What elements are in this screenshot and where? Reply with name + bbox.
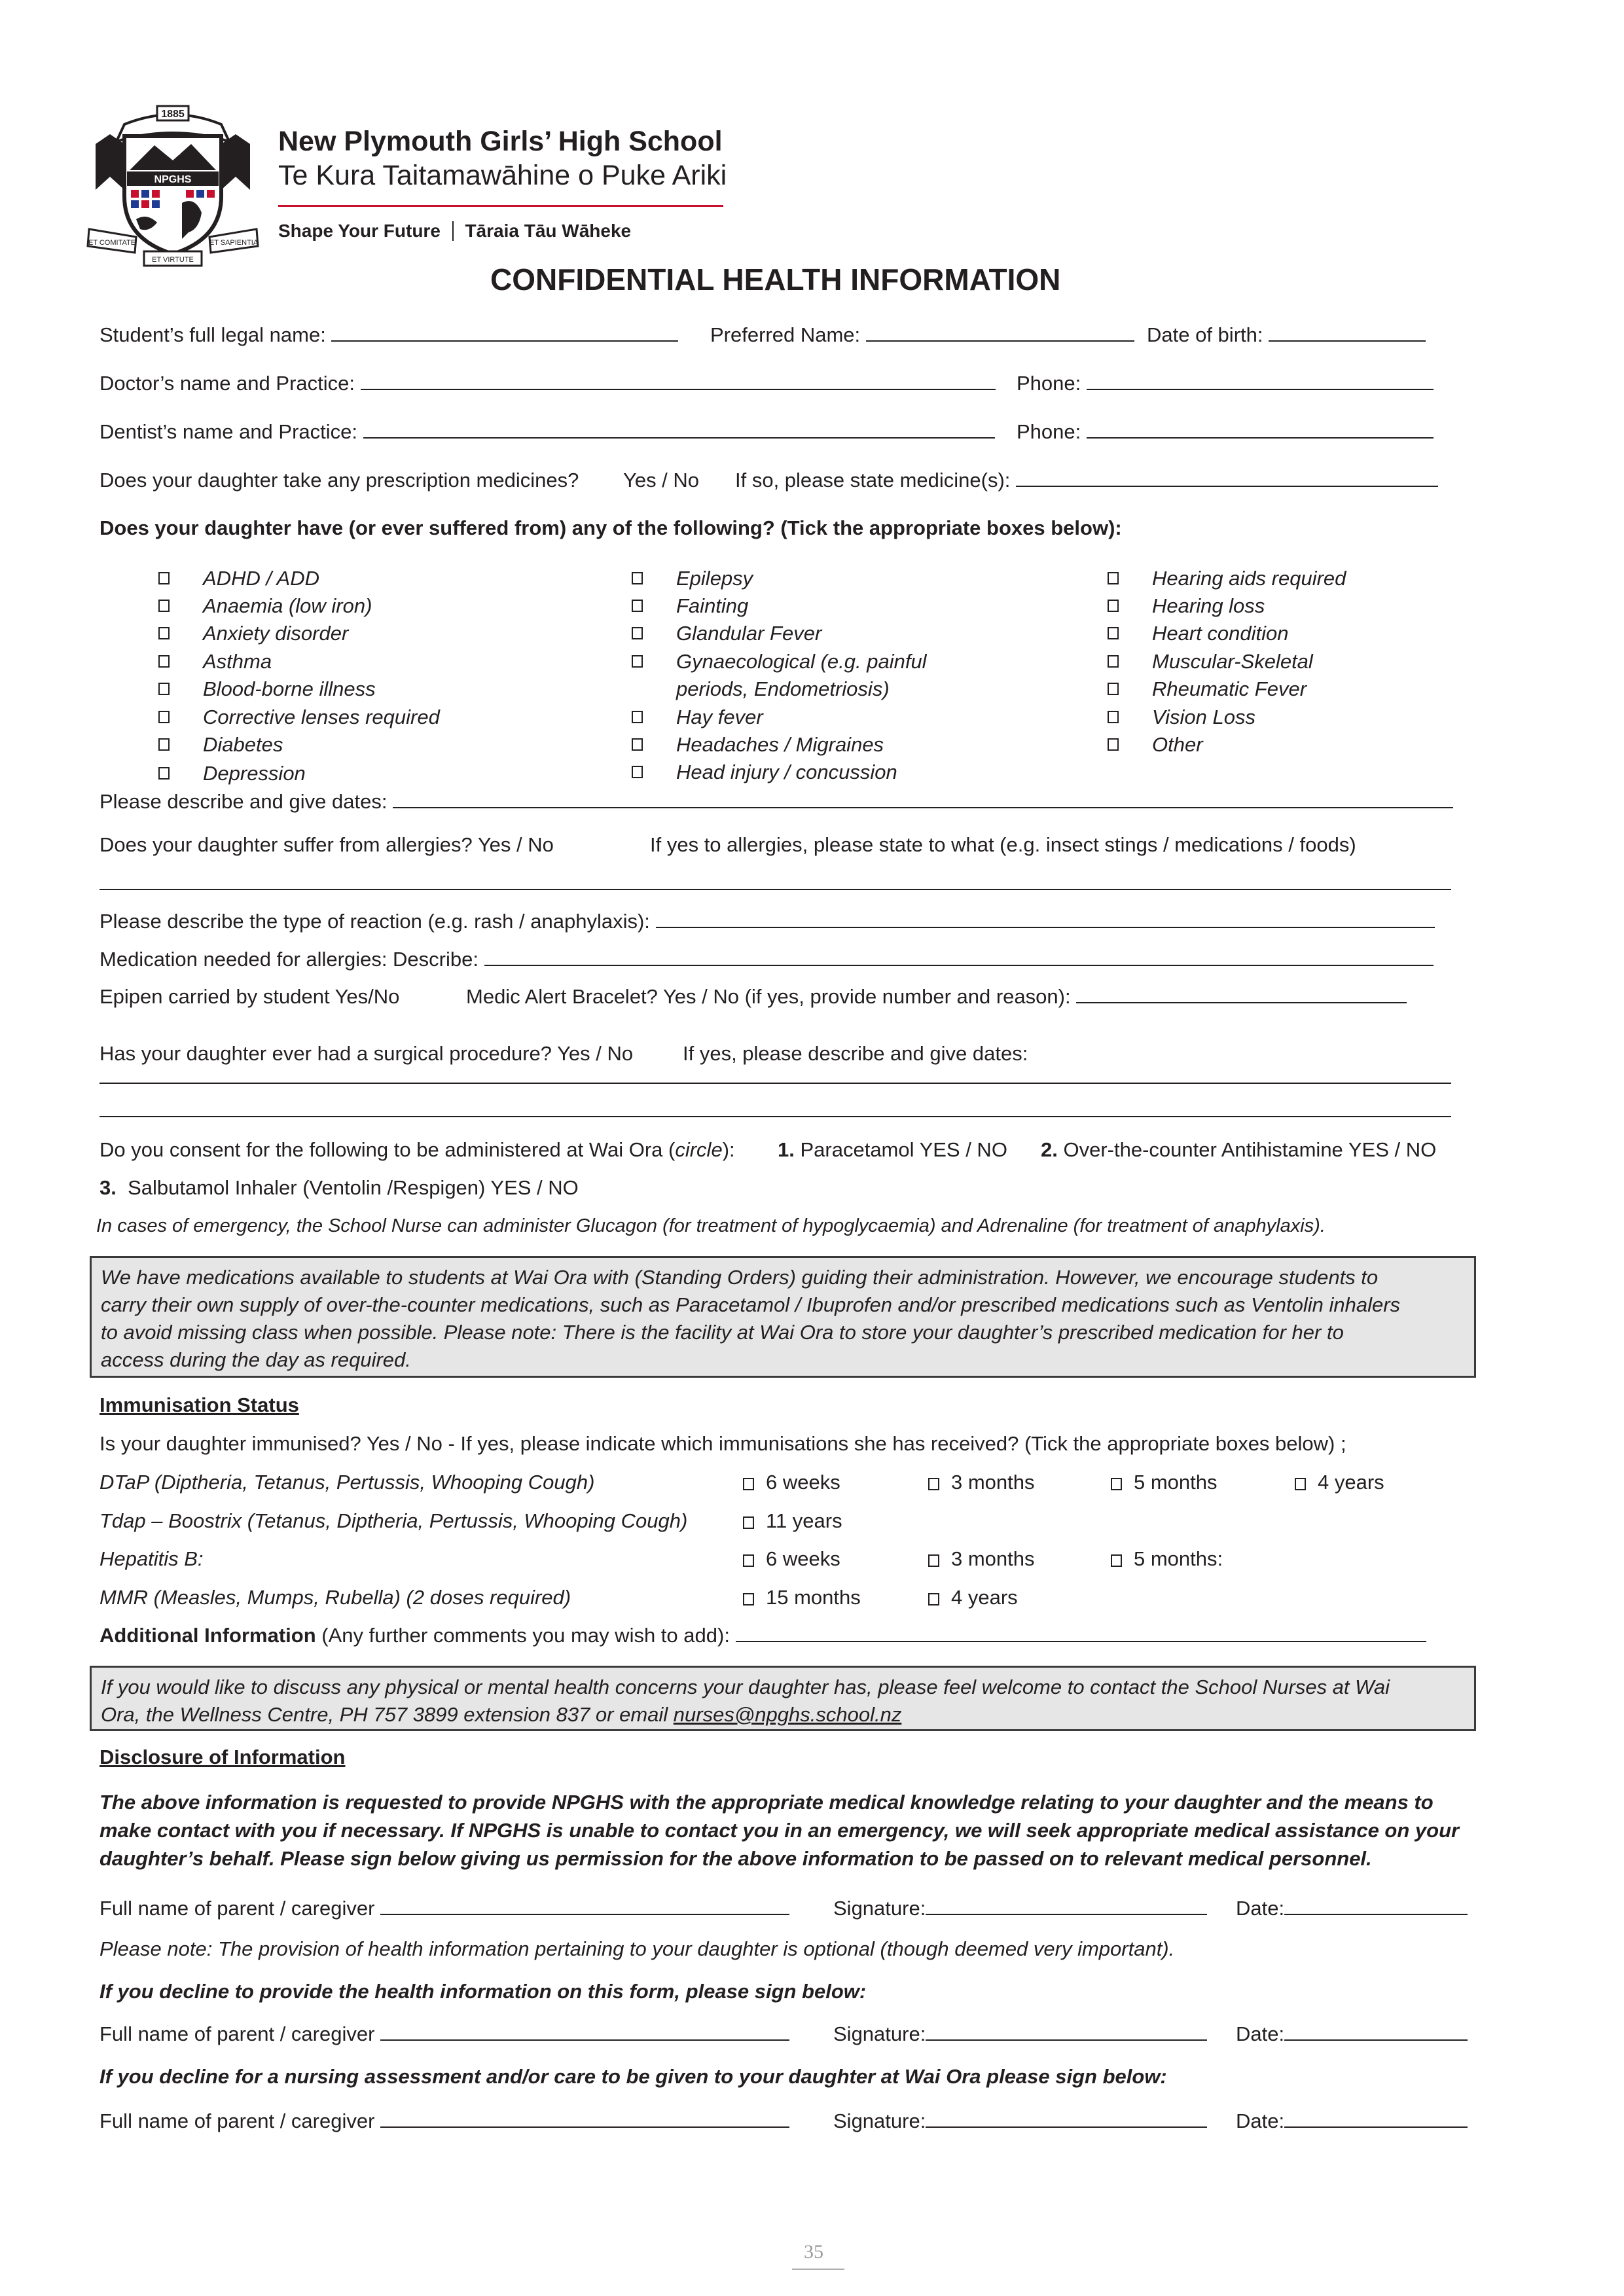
checkbox[interactable] <box>1111 1554 1122 1567</box>
immunisation-option[interactable]: 5 months: <box>1111 1547 1223 1571</box>
student-name-input[interactable] <box>331 323 678 342</box>
immunisation-option[interactable]: 11 years <box>743 1509 842 1533</box>
consent-signature-row: Signature: <box>833 1897 1207 1920</box>
doctor-phone-input[interactable] <box>1087 372 1434 390</box>
dentist-phone-label: Phone: <box>1017 420 1081 443</box>
crest-motto-left: ET COMITATE <box>88 239 136 247</box>
checkbox[interactable] <box>158 767 170 780</box>
conditions-describe-row <box>99 790 1453 814</box>
school-crest <box>84 98 262 272</box>
immunisation-option[interactable]: 6 weeks <box>743 1471 840 1494</box>
signature-input[interactable] <box>926 1897 1207 1915</box>
date-input[interactable] <box>1284 2109 1468 2128</box>
prescription-input[interactable] <box>1016 469 1438 487</box>
checkbox[interactable] <box>1108 600 1119 612</box>
additional-info-input[interactable] <box>736 1624 1426 1642</box>
parent-name-input[interactable] <box>380 2022 789 2041</box>
surgery-question: Has your daughter ever had a surgical procedure? Yes / No <box>99 1042 634 1065</box>
immunisation-option[interactable]: 5 months <box>1111 1471 1218 1494</box>
checkbox[interactable] <box>632 627 643 639</box>
disclosure-heading: Disclosure of Information <box>99 1746 346 1768</box>
medic-alert-row <box>466 985 1407 1009</box>
checkbox[interactable] <box>632 572 643 584</box>
allergies-state: If yes to allergies, please state to what (e.g. insect stings / medications / foods) <box>650 833 1356 856</box>
checkbox[interactable] <box>1108 655 1119 668</box>
surgery-describe: If yes, please describe and give dates: <box>683 1042 1028 1065</box>
tagline-left: Shape Your Future <box>278 221 441 241</box>
preferred-name-input[interactable] <box>866 323 1134 342</box>
checkbox[interactable] <box>1108 738 1119 751</box>
surgery-input-line-1[interactable] <box>99 1083 1451 1084</box>
signature-input[interactable] <box>926 2022 1207 2041</box>
checkbox[interactable] <box>158 738 170 751</box>
student-name-row <box>99 323 678 347</box>
page-number: 35 <box>804 2241 823 2263</box>
emergency-note: In cases of emergency, the School Nurse can administer Glucagon (for treatment of hypoglycaemia) and Adrenaline (for treatment of anaphylaxis). <box>96 1215 1326 1236</box>
decline-nursing-heading: If you decline for a nursing assessment and/or care to be given to your daughter at Wai Ora please sign below: <box>99 2065 1167 2088</box>
consent-antihistamine[interactable]: 2. Over-the-counter Antihistamine YES / NO <box>1041 1138 1437 1161</box>
decline-info-heading: If you decline to provide the health information on this form, please sign below: <box>99 1980 867 2003</box>
checkbox[interactable] <box>632 766 643 778</box>
checkbox[interactable] <box>743 1554 754 1567</box>
immunisation-option[interactable]: 3 months <box>928 1471 1035 1494</box>
allergies-input-line[interactable] <box>99 889 1451 890</box>
tagline-divider <box>452 221 454 241</box>
immunisation-question: Is your daughter immunised? Yes / No - If yes, please indicate which immunisations she has received? (Tick the appropriate boxes below) ; <box>99 1432 1346 1455</box>
checkbox[interactable] <box>1111 1478 1122 1490</box>
crest-motto-bottom: ET VIRTUTE <box>152 256 194 264</box>
medic-alert-input[interactable] <box>1076 985 1407 1003</box>
additional-info-label: (Any further comments you may wish to add): <box>316 1624 730 1647</box>
preferred-name-row <box>710 323 1134 347</box>
dentist-phone-row <box>1017 420 1434 444</box>
additional-info-label-bold: Additional Information <box>99 1624 316 1647</box>
conditions-describe-input[interactable] <box>393 790 1453 808</box>
checkbox[interactable] <box>1108 683 1119 695</box>
page-title: CONFIDENTIAL HEALTH INFORMATION <box>490 262 1061 296</box>
epipen-question: Epipen carried by student Yes/No <box>99 985 400 1008</box>
crest-motto-right: ET SAPIENTIA <box>209 239 259 247</box>
allergy-medication-input[interactable] <box>484 948 1434 966</box>
disclosure-text-line: daughter’s behalf. Please sign below giving us permission for the above information to be passed on to relevant medical personnel. <box>99 1847 1372 1870</box>
immunisation-row-label: MMR (Measles, Mumps, Rubella) (2 doses required) <box>99 1586 571 1609</box>
dentist-label: Dentist’s name and Practice: <box>99 420 358 443</box>
checkbox[interactable] <box>158 572 170 584</box>
checkbox[interactable] <box>1295 1478 1306 1490</box>
checkbox[interactable] <box>632 711 643 723</box>
doctor-row <box>99 372 996 395</box>
prescription-yes-no[interactable]: Yes / No <box>623 469 700 492</box>
medic-alert-label: Medic Alert Bracelet? Yes / No (if yes, provide number and reason): <box>466 985 1071 1008</box>
immunisation-option[interactable]: 3 months <box>928 1547 1035 1571</box>
checkbox[interactable] <box>158 600 170 612</box>
date-input[interactable] <box>1284 2022 1468 2041</box>
checkbox[interactable] <box>1108 627 1119 639</box>
nursing-parent-name-row: Full name of parent / caregiver <box>99 2109 789 2133</box>
consent-date-row: Date: <box>1236 1897 1468 1920</box>
parent-name-input[interactable] <box>380 2109 789 2128</box>
checkbox[interactable] <box>743 1516 754 1529</box>
additional-info-row <box>99 1624 1426 1647</box>
consent-paracetamol[interactable]: 1. Paracetamol YES / NO <box>778 1138 1007 1161</box>
disclosure-text-line: make contact with you if necessary. If NPGHS is unable to contact you in an emergency, we will seek appropriate medical assistance on your <box>99 1819 1460 1842</box>
page-number-rule <box>792 2269 844 2270</box>
medications-info-box: We have medications available to students at Wai Ora with (Standing Orders) guiding their administration. However, we encourage students to carry their own supply of over-the-counter medications, such as Paracetamol / Ibuprofen and/or prescribed medications such as Ventolin inhalers to avoid missing class when possible. Please note: There is the facility at Wai Ora to store your daughter’s prescribed medication for her to access during the day as required. <box>90 1256 1476 1378</box>
student-name-label: Student’s full legal name: <box>99 323 326 346</box>
date-input[interactable] <box>1284 1897 1468 1915</box>
allergies-question: Does your daughter suffer from allergies? Yes / No <box>99 833 554 856</box>
consent-parent-name-row: Full name of parent / caregiver <box>99 1897 789 1920</box>
checkbox[interactable] <box>158 711 170 723</box>
consent-question: Do you consent for the following to be administered at Wai Ora (circle): <box>99 1138 735 1161</box>
checkbox[interactable] <box>1108 711 1119 723</box>
tagline-right: Tāraia Tāu Wāheke <box>465 221 632 241</box>
immunisation-option[interactable]: 4 years <box>1295 1471 1384 1494</box>
immunisation-option[interactable]: 6 weeks <box>743 1547 840 1571</box>
checkbox[interactable] <box>632 738 643 751</box>
nursing-date-row: Date: <box>1236 2109 1468 2133</box>
reaction-input[interactable] <box>656 910 1435 928</box>
crest-year: 1885 <box>161 109 185 120</box>
immunisation-option[interactable]: 15 months <box>743 1586 861 1609</box>
immunisation-row-label: Hepatitis B: <box>99 1547 204 1570</box>
checkbox[interactable] <box>928 1478 939 1490</box>
conditions-describe-label: Please describe and give dates: <box>99 790 388 813</box>
dob-row <box>1147 323 1426 347</box>
immunisation-option[interactable]: 4 years <box>928 1586 1018 1609</box>
doctor-label: Doctor’s name and Practice: <box>99 372 355 395</box>
dob-input[interactable] <box>1269 323 1426 342</box>
prescription-question: Does your daughter take any prescription medicines? <box>99 469 579 492</box>
doctor-input[interactable] <box>361 372 996 390</box>
nursing-signature-row: Signature: <box>833 2109 1207 2133</box>
checkbox[interactable] <box>743 1478 754 1490</box>
dob-label: Date of birth: <box>1147 323 1263 346</box>
disclosure-text-line: The above information is requested to provide NPGHS with the appropriate medical knowledge relating to your daughter and the means to <box>99 1791 1434 1814</box>
consent-salbutamol[interactable]: 3. Salbutamol Inhaler (Ventolin /Respigen) YES / NO <box>99 1176 579 1199</box>
decline-signature-row: Signature: <box>833 2022 1207 2046</box>
signature-input[interactable] <box>926 2109 1207 2128</box>
crest-initials: NPGHS <box>154 174 192 185</box>
checkbox[interactable] <box>158 683 170 695</box>
immunisation-heading: Immunisation Status <box>99 1393 299 1416</box>
nurse-email-link[interactable]: nurses@npghs.school.nz <box>673 1703 902 1726</box>
allergy-medication-row <box>99 948 1434 971</box>
header-red-rule <box>278 205 723 207</box>
school-maori-name: Te Kura Taitamawāhine o Puke Ariki <box>278 160 727 191</box>
decline-date-row: Date: <box>1236 2022 1468 2046</box>
tagline <box>278 221 631 242</box>
checkbox[interactable] <box>928 1593 939 1605</box>
reaction-label: Please describe the type of reaction (e.g. rash / anaphylaxis): <box>99 910 650 933</box>
school-name: New Plymouth Girls’ High School <box>278 126 723 157</box>
nurse-contact-box: If you would like to discuss any physical or mental health concerns your daughter has, please feel welcome to contact the School Nurses at Wai Ora, the Wellness Centre, PH 757 3899 extension 837 or email nurses@npghs.school.nz <box>90 1666 1476 1731</box>
optional-note: Please note: The provision of health information pertaining to your daughter is optional (though deemed very important). <box>99 1937 1175 1960</box>
surgery-input-line-2[interactable] <box>99 1116 1451 1117</box>
doctor-phone-row <box>1017 372 1434 395</box>
parent-name-input[interactable] <box>380 1897 789 1915</box>
dentist-row <box>99 420 995 444</box>
immunisation-row-label: DTaP (Diptheria, Tetanus, Pertussis, Whooping Cough) <box>99 1471 595 1494</box>
dentist-input[interactable] <box>363 420 995 439</box>
reaction-row <box>99 910 1435 933</box>
checkbox[interactable] <box>743 1593 754 1605</box>
prescription-state-row <box>735 469 1438 492</box>
checkbox[interactable] <box>158 655 170 668</box>
allergy-medication-label: Medication needed for allergies: Describe: <box>99 948 478 971</box>
conditions-heading: Does your daughter have (or ever suffered from) any of the following? (Tick the appropriate boxes below): <box>99 516 1122 539</box>
prescription-state-label: If so, please state medicine(s): <box>735 469 1011 492</box>
checkbox[interactable] <box>158 627 170 639</box>
checkbox[interactable] <box>632 655 643 668</box>
decline-parent-name-row: Full name of parent / caregiver <box>99 2022 789 2046</box>
checkbox[interactable] <box>632 600 643 612</box>
doctor-phone-label: Phone: <box>1017 372 1081 395</box>
immunisation-row-label: Tdap – Boostrix (Tetanus, Diptheria, Pertussis, Whooping Cough) <box>99 1509 688 1532</box>
checkbox[interactable] <box>928 1554 939 1567</box>
dentist-phone-input[interactable] <box>1087 420 1434 439</box>
checkbox[interactable] <box>1108 572 1119 584</box>
preferred-name-label: Preferred Name: <box>710 323 861 346</box>
